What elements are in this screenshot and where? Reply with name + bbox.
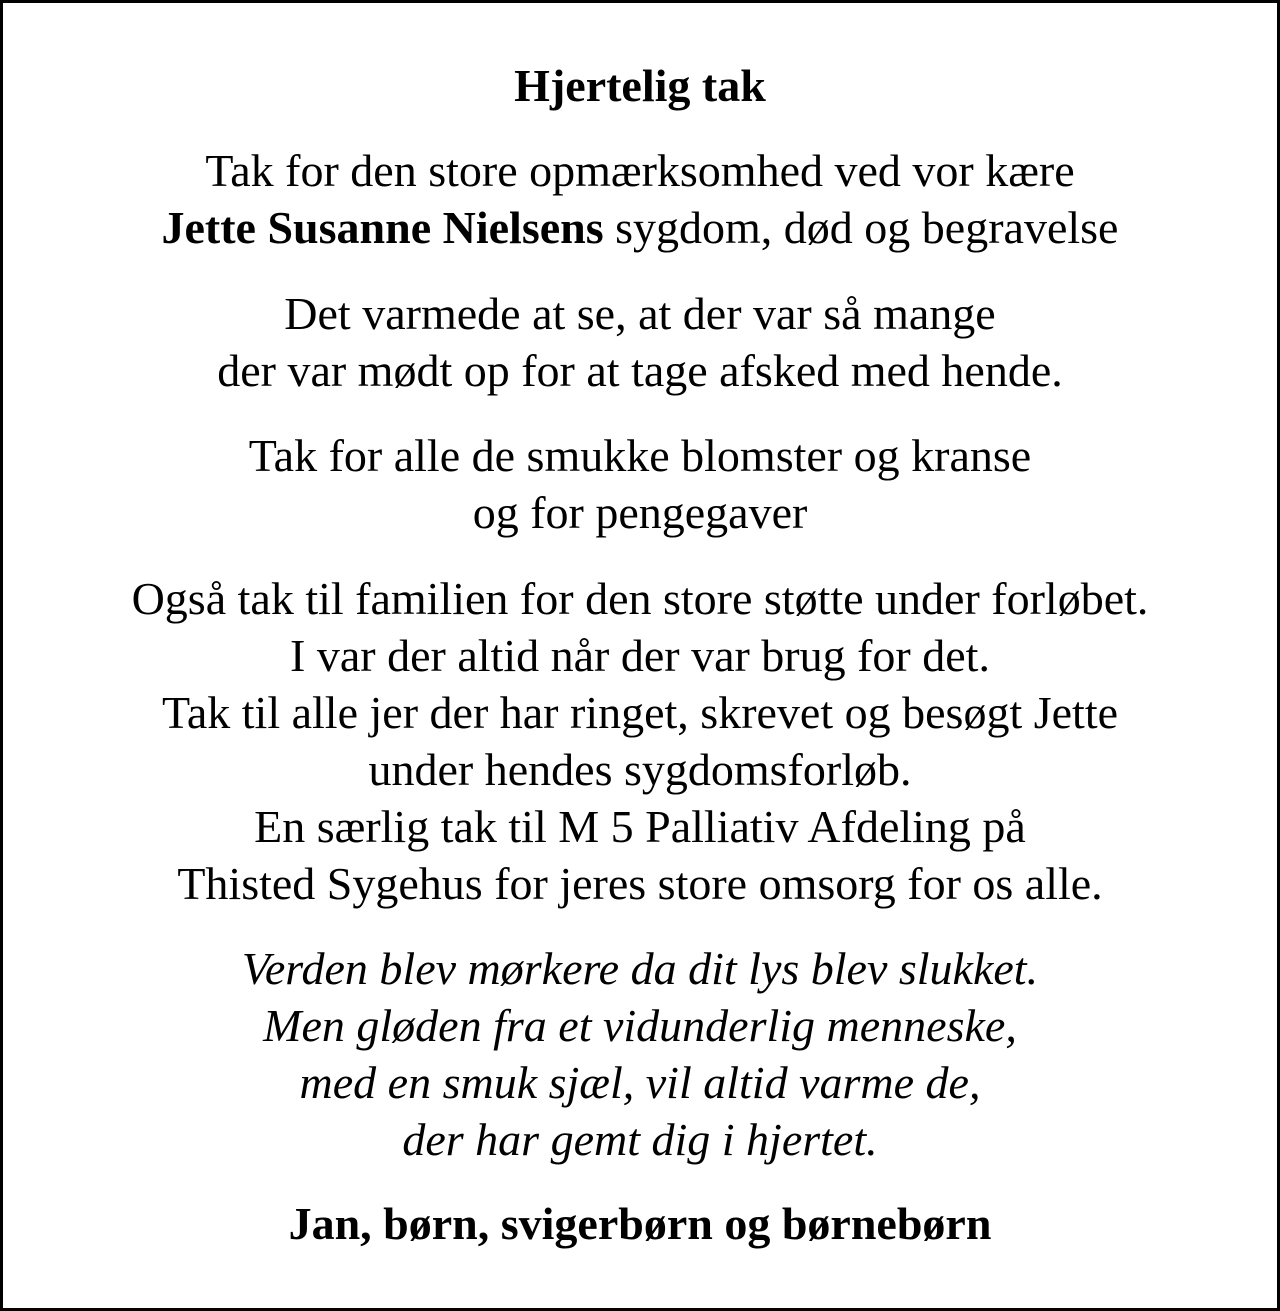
poem-line: Men gløden fra et vidunderlig menneske, — [263, 1000, 1017, 1051]
attendance-paragraph — [3, 285, 1277, 399]
family-thanks-line: Også tak til familien for den store støtte under forløbet. — [131, 573, 1149, 624]
poem-line: Verden blev mørkere da dit lys blev slukket. — [241, 943, 1039, 994]
family-thanks-line: En særlig tak til M 5 Palliativ Afdeling på — [254, 801, 1026, 852]
family-thanks-line: under hendes sygdomsforløb. — [368, 744, 912, 795]
flowers-line: Tak for alle de smukke blomster og kranse — [248, 430, 1032, 481]
attendance-line: Det varmede at se, at der var så mange — [284, 288, 996, 339]
family-thanks-line: Thisted Sygehus for jeres store omsorg for os alle. — [177, 858, 1103, 909]
memorial-poem — [3, 940, 1277, 1168]
deceased-name: Jette Susanne Nielsens — [161, 202, 604, 253]
signature: Jan, børn, svigerbørn og børnebørn — [288, 1198, 992, 1249]
notice-title: Hjertelig tak — [514, 60, 766, 111]
flowers-paragraph — [3, 427, 1277, 541]
intro-line-2-rest: sygdom, død og begravelse — [603, 202, 1119, 253]
poem-line: med en smuk sjæl, vil altid varme de, — [299, 1057, 981, 1108]
attendance-line: der var mødt op for at tage afsked med hende. — [217, 345, 1063, 396]
family-thanks-line: Tak til alle jer der har ringet, skrevet og besøgt Jette — [161, 687, 1119, 738]
family-thanks-paragraph — [3, 570, 1277, 912]
poem-line: der har gemt dig i hjertet. — [402, 1114, 878, 1165]
family-thanks-line: I var der altid når der var brug for det. — [290, 630, 990, 681]
intro-line-2 — [3, 199, 1277, 256]
flowers-line: og for pengegaver — [472, 487, 808, 538]
intro-line-1: Tak for den store opmærksomhed ved vor kære — [205, 145, 1075, 196]
intro-paragraph — [3, 142, 1277, 256]
